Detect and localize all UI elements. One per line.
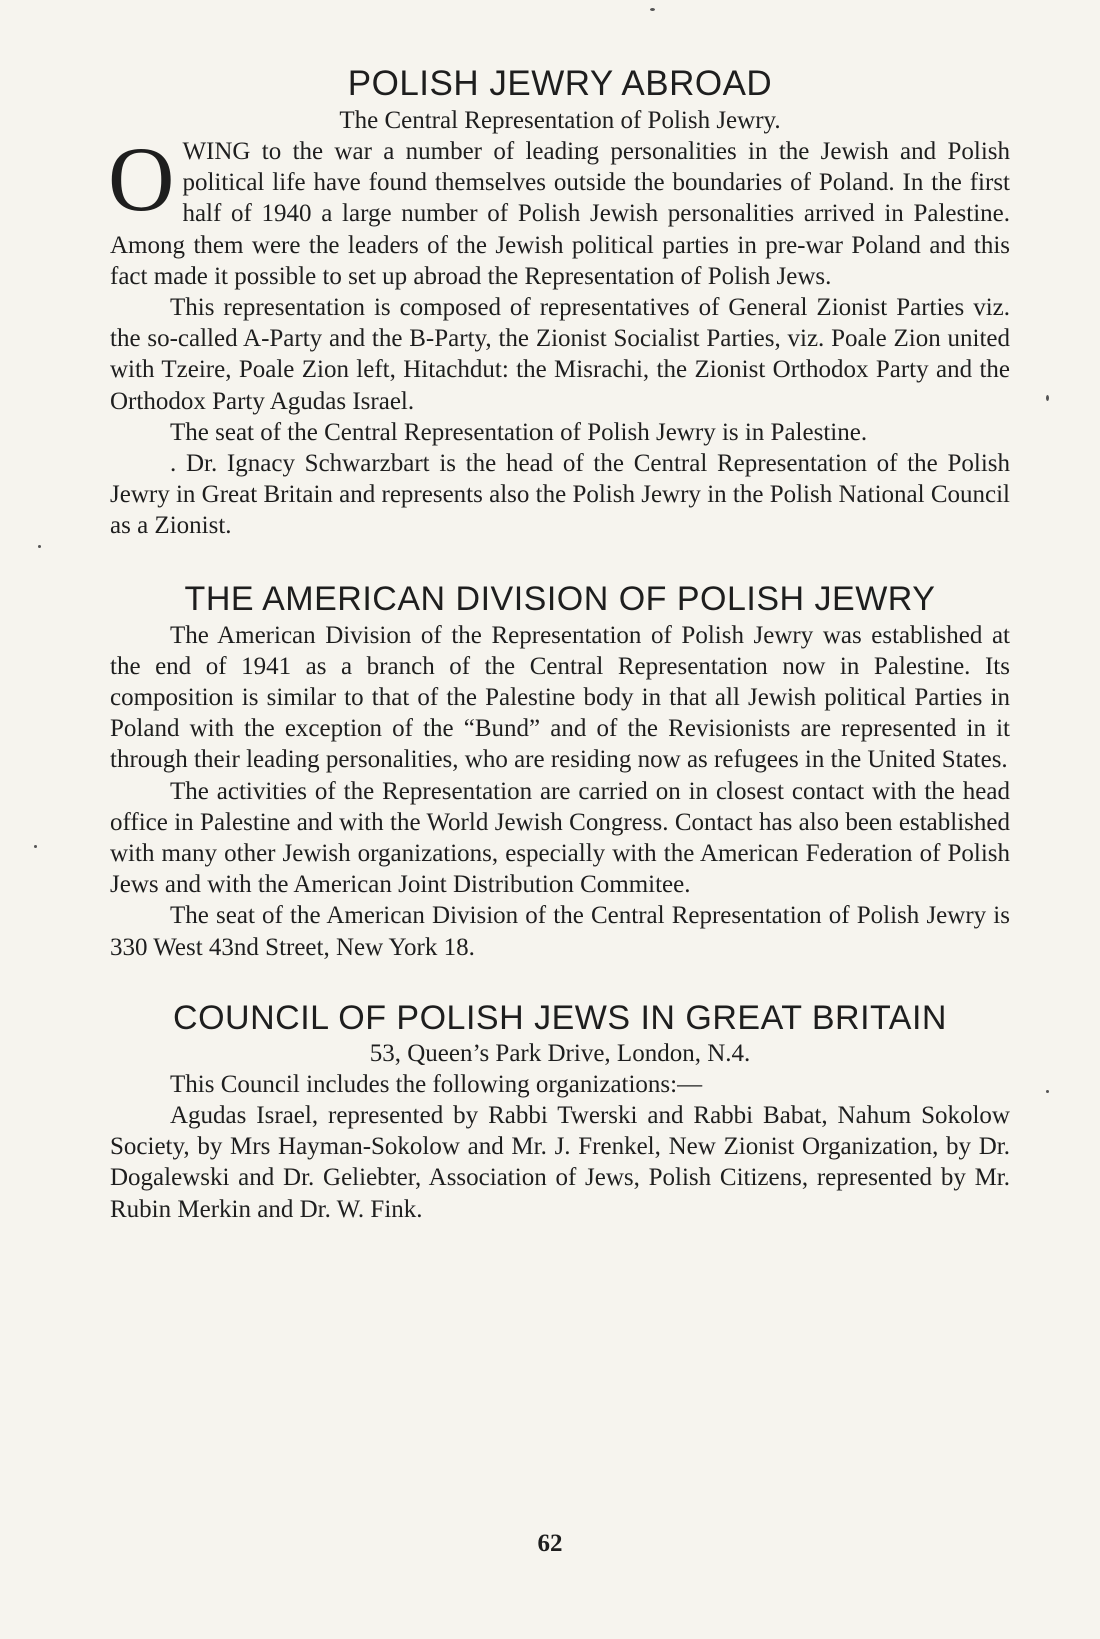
- scan-speck: [1046, 1090, 1049, 1093]
- paragraph: The American Division of the Representation of Polish Jewry was established at the end of 1941 as a branch of the Central Representation now in Palestine. Its composition is similar to that of the Palestine body in that all Jewish political Parties in Poland with the exception of the “Bund” and of the Revisionists are represented in it through their leading personalities, who are residing now as refugees in the United States.: [110, 621, 1010, 774]
- scan-speck: [1046, 395, 1049, 401]
- paragraph: The activities of the Representation are carried on in closest contact with the head office in Palestine and with the World Jewish Congress. Contact has also been established with many other Jewish organizations, especially with the American Federation of Polish Jews and with the American Joint Distribution Commitee.: [110, 777, 1010, 899]
- paragraph: This Council includes the following organizations:—: [170, 1070, 703, 1098]
- scan-speck: [650, 8, 655, 11]
- address-line: 53, Queen’s Park Drive, London, N.4.: [369, 1039, 751, 1067]
- paragraph: The seat of the Central Representation of Polish Jewry is in Palestine.: [170, 418, 868, 446]
- section-title: COUNCIL OF POLISH JEWS IN GREAT BRITAIN: [173, 998, 947, 1037]
- paragraph: Agudas Israel, represented by Rabbi Twerski and Rabbi Babat, Nahum Sokolow Society, by Mrs Hayman-Sokolow and Mr. J. Frenkel, New Zionist Organization, by Dr. Dogalewski and Dr. Geliebter, Association of Jews, Polish Citizens, represented by Mr. Rubin Merkin and Dr. W. Fink.: [110, 1102, 1010, 1223]
- section-council-great-britain: [110, 997, 1010, 1225]
- paragraph: This representation is composed of representatives of General Zionist Parties viz. the so-called A-Party and the B-Party, the Zionist Socialist Parties, viz. Poale Zion united with Tzeire, Poale Zion left, Hitachdut: the Misrachi, the Zionist Orthodox Party and the Orthodox Party Agudas Israel.: [110, 294, 1010, 415]
- paragraph: The seat of the American Division of the Central Representation of Polish Jewry is 330 West 43nd Street, New York 18.: [110, 902, 1010, 961]
- scan-speck: [38, 545, 41, 548]
- paragraph-text: WING to the war a number of leading personalities in the Jewish and Polish political life have found themselves outside the boundaries of Poland. In the first half of 1940 a large number of Polish Jewish personalities arrived in Palestine. Among them were the leaders of the Jewish political parties in pre-war Poland and this fact made it possible to set up abroad the Representation of Polish Jews.: [110, 138, 1010, 290]
- scan-speck: [34, 845, 37, 848]
- text-column: [110, 62, 1010, 1225]
- section-american-division: [110, 578, 1010, 963]
- paragraph: [108, 128, 1010, 292]
- paragraph: . Dr. Ignacy Schwarzbart is the head of the Central Representation of the Polish Jewry in Great Britain and represents also the Polish Jewry in the Polish National Council as a Zionist.: [110, 450, 1010, 540]
- section-subtitle: The Central Representation of Polish Jewry.: [339, 107, 781, 134]
- drop-cap: O: [108, 128, 175, 230]
- section-title: THE AMERICAN DIVISION OF POLISH JEWRY: [184, 579, 936, 618]
- section-title: POLISH JEWRY ABROAD: [347, 64, 773, 103]
- section-polish-jewry-abroad: [110, 62, 1010, 542]
- page-number: 62: [537, 1530, 563, 1557]
